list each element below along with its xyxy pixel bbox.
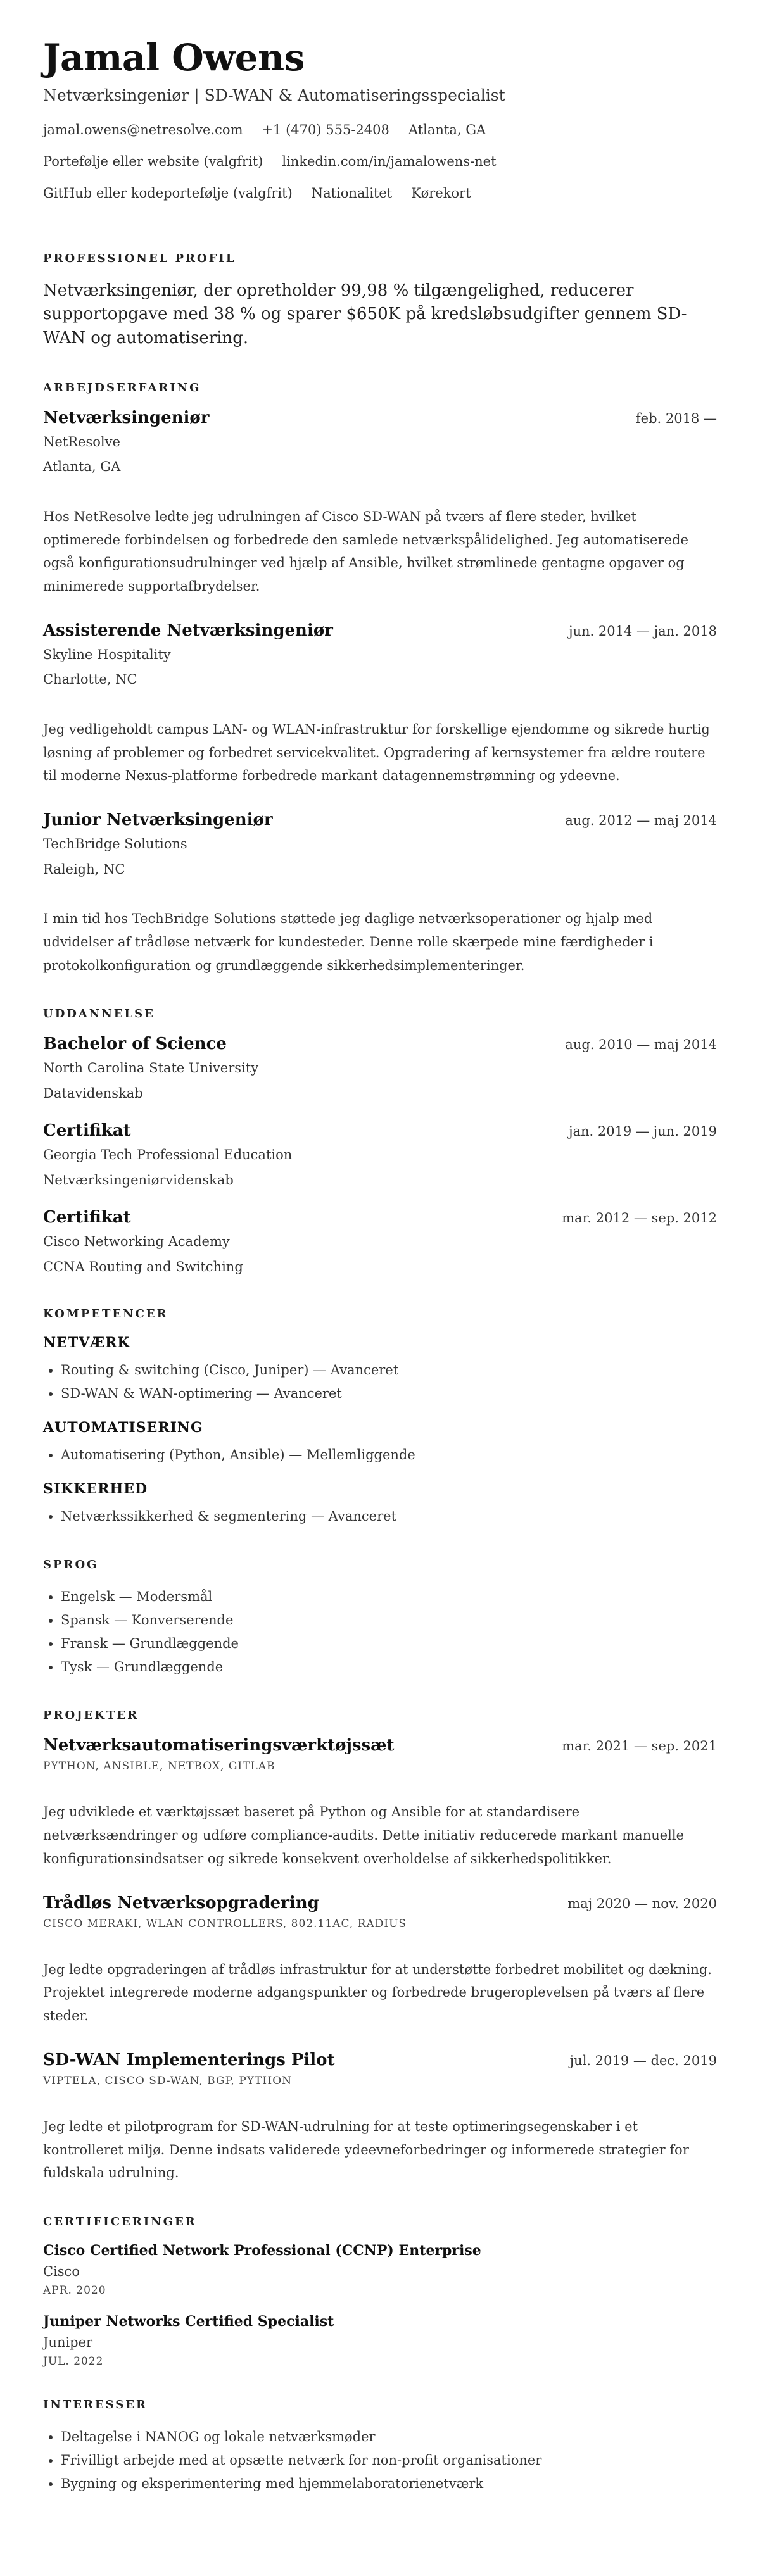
certifications-section bbox=[43, 2215, 717, 2368]
job-title: Netværksingeniør bbox=[43, 408, 210, 427]
skill-group-title: NETVÆRK bbox=[43, 1335, 130, 1352]
project-description: Jeg ledte opgraderingen af trådløs infrastruktur for at understøtte forbedret mobilitet og dækning. Projektet integrerede moderne adgangspunkter og forbedrede brugeroplevelsen på tværs af flere steder. bbox=[43, 1961, 712, 2024]
job-company: NetResolve bbox=[43, 434, 120, 449]
job-dates: jun. 2014 — jan. 2018 bbox=[568, 623, 717, 639]
job-description: I min tid hos TechBridge Solutions støttede jeg daglige netværksoperationer og hjalp med udvidelser af trådløse netværk for kundesteder. Denne rolle skærpede mine færdigheder i protokolkonfiguration og grundlæggende sikkerhedsimplementeringer. bbox=[43, 911, 654, 973]
job-company: Skyline Hospitality bbox=[43, 646, 171, 662]
experience-entry bbox=[43, 621, 717, 788]
candidate-name: Jamal Owens bbox=[43, 36, 305, 79]
school-name: Georgia Tech Professional Education bbox=[43, 1147, 293, 1163]
job-company: TechBridge Solutions bbox=[43, 836, 187, 852]
interest-item: • Bygning og eksperimentering med hjemmelaboratorienetværk bbox=[61, 2472, 717, 2496]
school-name: Cisco Networking Academy bbox=[43, 1234, 230, 1250]
field-of-study: Datavidenskab bbox=[43, 1085, 143, 1101]
profile-section-title: PROFESSIONEL PROFIL bbox=[43, 251, 236, 265]
skill-list bbox=[43, 1359, 717, 1405]
github-link[interactable]: GitHub eller kodeportefølje (valgfrit) bbox=[43, 185, 293, 201]
field-of-study: Netværksingeniørvidenskab bbox=[43, 1172, 234, 1188]
interests-section bbox=[43, 2398, 717, 2495]
job-title: Assisterende Netværksingeniør bbox=[43, 620, 333, 640]
experience-entry bbox=[43, 810, 717, 977]
education-entry bbox=[43, 1208, 717, 1277]
skills-section-title: KOMPETENCER bbox=[43, 1307, 168, 1321]
certification-name: Juniper Networks Certified Specialist bbox=[43, 2313, 334, 2330]
skill-item: • Routing & switching (Cisco, Juniper) — Avanceret bbox=[61, 1359, 717, 1382]
experience-entry bbox=[43, 408, 717, 598]
interest-item: • Frivilligt arbejde med at opsætte netværk for non-profit organisationer bbox=[61, 2449, 717, 2472]
degree-title: Bachelor of Science bbox=[43, 1034, 227, 1054]
education-section bbox=[43, 1007, 717, 1277]
linkedin-link[interactable]: linkedin.com/in/jamalowens-net bbox=[282, 153, 497, 169]
project-name: Netværksautomatiseringsværktøjssæt bbox=[43, 1736, 395, 1756]
degree-title: Certifikat bbox=[43, 1121, 131, 1141]
profile-section bbox=[43, 252, 717, 351]
project-dates: mar. 2021 — sep. 2021 bbox=[562, 1738, 717, 1754]
certification-name: Cisco Certified Network Professional (CCNP) Enterprise bbox=[43, 2242, 481, 2259]
skill-item: • Automatisering (Python, Ansible) — Mellemliggende bbox=[61, 1443, 717, 1467]
job-location: Charlotte, NC bbox=[43, 672, 137, 688]
language-item: • Fransk — Grundlæggende bbox=[61, 1632, 717, 1656]
degree-dates: jan. 2019 — jun. 2019 bbox=[568, 1124, 717, 1140]
project-dates: maj 2020 — nov. 2020 bbox=[567, 1895, 717, 1911]
job-description: Jeg vedligeholdt campus LAN- og WLAN-infrastruktur for forskellige ejendomme og sikrede hurtig løsning af problemer og forbedret servicekvalitet. Opgradering af kernsystemer fra ældre routere til moderne Nexus-platforme forbedrede markant datagennemstrømning og ydeevne. bbox=[43, 721, 710, 784]
degree-dates: aug. 2010 — maj 2014 bbox=[565, 1037, 717, 1053]
project-description: Jeg ledte et pilotprogram for SD-WAN-udrulning for at teste optimeringsegenskaber i et kontrolleret miljø. Denne indsats validerede ydeevneforbedringer og informerede strategier for fuldskala udrulning. bbox=[43, 2118, 689, 2181]
location: Atlanta, GA bbox=[408, 122, 486, 137]
project-entry bbox=[43, 2051, 717, 2185]
interest-list bbox=[43, 2425, 717, 2495]
job-location: Atlanta, GA bbox=[43, 459, 121, 475]
phone-number[interactable]: +1 (470) 555-2408 bbox=[262, 122, 390, 137]
interests-section-title: INTERESSER bbox=[43, 2398, 148, 2412]
skills-section bbox=[43, 1307, 717, 1528]
experience-section bbox=[43, 381, 717, 977]
languages-section bbox=[43, 1558, 717, 1678]
candidate-tagline: Netværksingeniør | SD-WAN & Automatiseringsspecialist bbox=[43, 85, 505, 104]
certification-date: APR. 2020 bbox=[43, 2284, 106, 2297]
education-entry bbox=[43, 1121, 717, 1190]
project-tech: CISCO MERAKI, WLAN CONTROLLERS, 802.11AC, RADIUS bbox=[43, 1917, 407, 1930]
contact-row-primary bbox=[43, 122, 717, 137]
language-item: • Spansk — Konverserende bbox=[61, 1609, 717, 1632]
email-link[interactable]: jamal.owens@netresolve.com bbox=[43, 122, 243, 137]
skill-item: • SD-WAN & WAN-optimering — Avanceret bbox=[61, 1382, 717, 1405]
project-dates: jul. 2019 — dec. 2019 bbox=[569, 2052, 717, 2068]
contact-row-links bbox=[43, 154, 717, 169]
project-entry bbox=[43, 1894, 717, 2028]
education-section-title: UDDANNELSE bbox=[43, 1007, 155, 1021]
project-description: Jeg udviklede et værktøjssæt baseret på Python og Ansible for at standardisere netværksændringer og udføre compliance-audits. Dette initiativ reducerede markant manuelle konfigurationsindsatser og sikrede konsekvent overholdelse af sikkerhedspolitikker. bbox=[43, 1804, 685, 1866]
degree-title: Certifikat bbox=[43, 1208, 131, 1228]
project-name: SD-WAN Implementerings Pilot bbox=[43, 2050, 335, 2070]
project-tech: PYTHON, ANSIBLE, NETBOX, GITLAB bbox=[43, 1760, 276, 1773]
profile-summary: Netværksingeniør, der opretholder 99,98 % tilgængelighed, reducerer supportopgave med 38 % og sparer $650K på kredsløbsudgifter gennem SD-WAN og automatisering. bbox=[43, 280, 687, 348]
job-dates: aug. 2012 — maj 2014 bbox=[565, 813, 717, 829]
skill-list bbox=[43, 1443, 717, 1467]
contact-row-extra bbox=[43, 185, 717, 201]
job-title: Junior Netværksingeniør bbox=[43, 810, 273, 830]
skill-list bbox=[43, 1505, 717, 1528]
language-item: • Tysk — Grundlæggende bbox=[61, 1656, 717, 1679]
projects-section bbox=[43, 1709, 717, 2185]
experience-section-title: ARBEJDSERFARING bbox=[43, 380, 201, 394]
skill-item: • Netværkssikkerhed & segmentering — Avanceret bbox=[61, 1505, 717, 1528]
project-tech: VIPTELA, CISCO SD-WAN, BGP, PYTHON bbox=[43, 2074, 293, 2087]
nationality: Nationalitet bbox=[311, 185, 393, 201]
field-of-study: CCNA Routing and Switching bbox=[43, 1259, 243, 1274]
job-location: Raleigh, NC bbox=[43, 861, 125, 877]
certification-date: JUL. 2022 bbox=[43, 2355, 104, 2368]
projects-section-title: PROJEKTER bbox=[43, 1709, 139, 1723]
degree-dates: mar. 2012 — sep. 2012 bbox=[562, 1210, 717, 1226]
certification-entry bbox=[43, 2313, 717, 2368]
interest-item: • Deltagelse i NANOG og lokale netværksmøder bbox=[61, 2425, 717, 2449]
certifications-section-title: CERTIFICERINGER bbox=[43, 2215, 197, 2229]
drivers-license: Kørekort bbox=[411, 185, 471, 201]
resume-header bbox=[43, 38, 717, 201]
skill-group-title: AUTOMATISERING bbox=[43, 1419, 203, 1436]
certification-issuer: Cisco bbox=[43, 2264, 80, 2280]
project-entry bbox=[43, 1736, 717, 1870]
language-list bbox=[43, 1585, 717, 1678]
job-description: Hos NetResolve ledte jeg udrulningen af Cisco SD-WAN på tværs af flere steder, hvilket optimerede forbindelsen og forbedrede den samlede netværkspålidelighed. Jeg automatiserede også konfigurationsudrulninger ved hjælp af Ansible, hvilket strømlinede gentagne opgaver og minimerede supportafbrydelser. bbox=[43, 508, 688, 594]
certification-entry bbox=[43, 2242, 717, 2297]
project-name: Trådløs Netværksopgradering bbox=[43, 1893, 319, 1913]
languages-section-title: SPROG bbox=[43, 1558, 99, 1572]
skill-group-title: SIKKERHED bbox=[43, 1480, 148, 1497]
language-item: • Engelsk — Modersmål bbox=[61, 1585, 717, 1609]
certification-issuer: Juniper bbox=[43, 2335, 93, 2351]
job-dates: feb. 2018 — bbox=[635, 410, 717, 426]
education-entry bbox=[43, 1034, 717, 1103]
school-name: North Carolina State University bbox=[43, 1060, 259, 1076]
portfolio-link[interactable]: Portefølje eller website (valgfrit) bbox=[43, 153, 263, 169]
